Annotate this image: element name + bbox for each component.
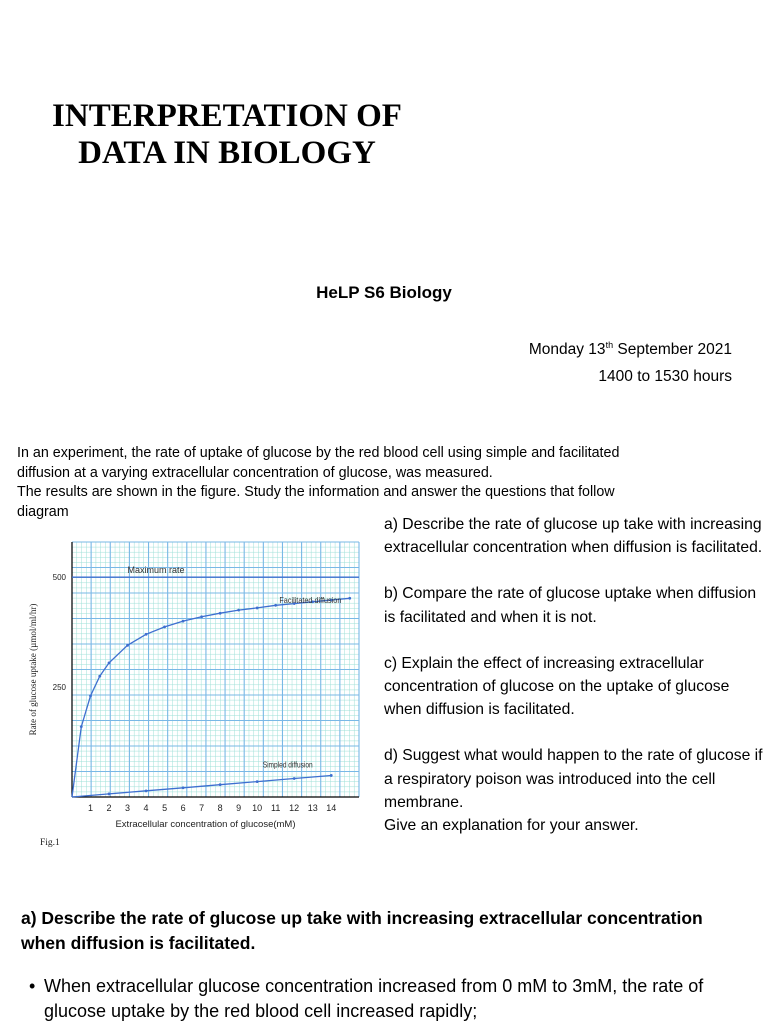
- data-point: [293, 777, 296, 780]
- data-point: [108, 793, 111, 796]
- data-point: [348, 597, 351, 600]
- question-d: d) Suggest what would happen to the rate of glucose if a respiratory poison was introduced into the cell membrane. Give an explanation for your answer.: [384, 747, 763, 835]
- exam-date: [529, 340, 732, 359]
- x-tick-label: 11: [271, 803, 281, 813]
- x-tick-label: 13: [307, 803, 318, 813]
- course-name: HeLP S6 Biology: [316, 283, 452, 302]
- data-point: [256, 780, 259, 783]
- data-point: [256, 607, 259, 610]
- x-axis-label: Extracellular concentration of glucose(mM): [115, 819, 296, 830]
- series-label-simple: Simpled diffusion: [262, 759, 313, 770]
- x-tick-label: 5: [162, 803, 168, 813]
- date-suffix: September 2021: [613, 341, 732, 359]
- bullet-icon: •: [29, 976, 36, 996]
- data-point: [182, 620, 185, 623]
- data-point: [145, 633, 148, 636]
- title-line-1: INTERPRETATION OF: [52, 98, 402, 134]
- x-tick-label: 3: [125, 803, 131, 813]
- document-title: [22, 98, 432, 172]
- date-ordinal: th: [605, 340, 614, 350]
- y-tick-label: 250: [52, 683, 66, 693]
- x-tick-label: 12: [289, 803, 300, 813]
- x-tick-label: 14: [326, 803, 337, 813]
- x-tick-label: 1: [88, 803, 94, 813]
- chart-svg: [20, 530, 372, 850]
- x-tick-label: 4: [143, 803, 149, 813]
- question-list: [384, 513, 764, 837]
- intro-line: diagram: [17, 503, 69, 520]
- data-point: [163, 625, 166, 628]
- x-tick-label: 6: [180, 803, 186, 813]
- data-point: [108, 662, 111, 665]
- intro-line: In an experiment, the rate of uptake of glucose by the red blood cell using simple and facilitated: [17, 445, 620, 461]
- x-tick-label: 10: [252, 803, 263, 813]
- title-line-2: DATA IN BIOLOGY: [78, 135, 376, 171]
- maximum-rate-label: Maximum rate: [127, 565, 185, 576]
- y-axis-label: Rate of glucose uptake (µmol/ml/hr): [28, 603, 38, 736]
- data-point: [237, 609, 240, 612]
- intro-line: diffusion at a varying extracellular concentration of glucose, was measured.: [17, 464, 493, 481]
- data-point: [126, 644, 129, 647]
- x-tick-label: 9: [236, 803, 242, 813]
- data-point: [98, 675, 101, 678]
- x-tick-label: 8: [217, 803, 223, 813]
- data-point: [274, 604, 277, 607]
- series-line-simple: [72, 776, 331, 798]
- data-point: [182, 786, 185, 789]
- data-point: [330, 774, 333, 777]
- answer-bullet-text: When extracellular glucose concentration increased from 0 mM to 3mM, the rate of glucose uptake by the red blood cell increased rapidly;: [44, 976, 704, 1021]
- answer-heading: a) Describe the rate of glucose up take with increasing extracellular concentration when diffusion is facilitated.: [21, 908, 703, 953]
- question-c: c) Explain the effect of increasing extracellular concentration of glucose on the uptake of glucose when diffusion is facilitated.: [384, 654, 730, 719]
- data-point: [219, 783, 222, 786]
- glucose-uptake-chart: [20, 530, 372, 850]
- data-point: [80, 725, 83, 728]
- data-point: [200, 615, 203, 618]
- data-point: [89, 694, 92, 697]
- data-point: [145, 789, 148, 792]
- x-tick-label: 7: [199, 803, 205, 813]
- exam-time: 1400 to 1530 hours: [598, 368, 732, 385]
- figure-label: Fig.1: [40, 838, 60, 848]
- intro-paragraph: [17, 444, 737, 522]
- x-tick-label: 2: [106, 803, 112, 813]
- y-tick-label: 500: [52, 573, 66, 583]
- question-b: b) Compare the rate of glucose uptake when diffusion is facilitated and when it is not.: [384, 585, 757, 626]
- data-point: [219, 612, 222, 615]
- intro-line: The results are shown in the figure. Study the information and answer the questions that follow: [17, 484, 615, 500]
- date-prefix: Monday 13: [528, 341, 606, 359]
- question-a: a) Describe the rate of glucose up take with increasing extracellular concentration when diffusion is facilitated.: [384, 516, 763, 557]
- series-label-facilitated: Facilitated diffusion: [279, 594, 342, 605]
